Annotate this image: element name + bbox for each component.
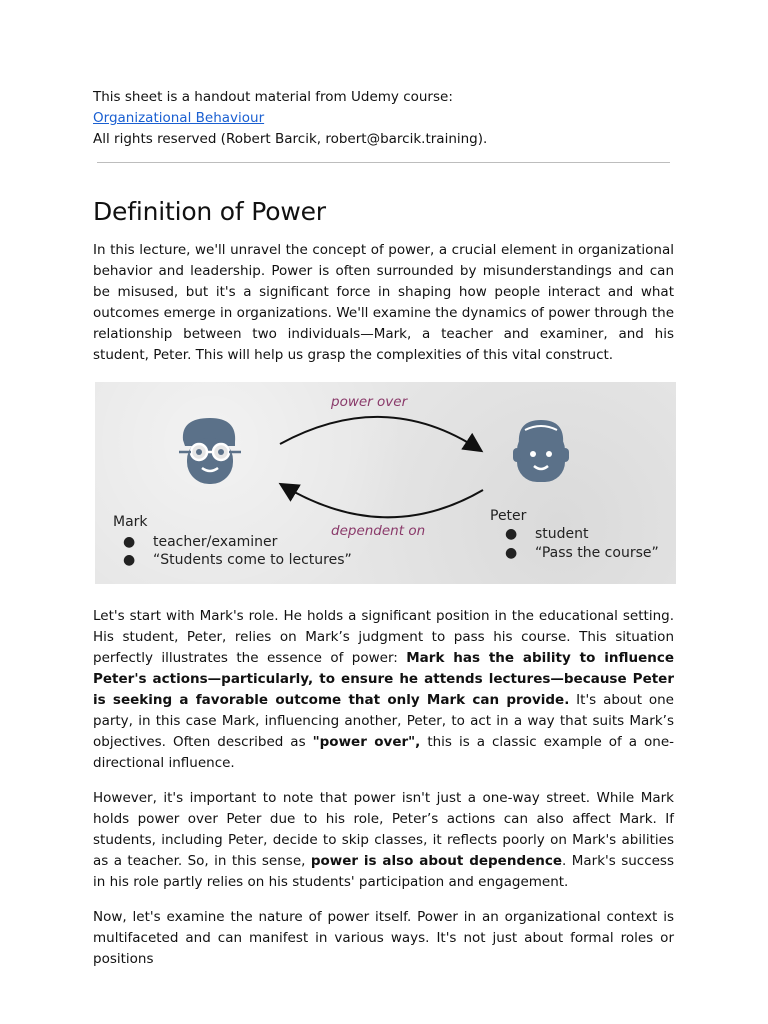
peter-bullet-item: ● “Pass the course” — [505, 545, 659, 561]
intro-paragraph: In this lecture, we'll unravel the concept of power, a crucial element in organizational behavior and leadership. Power is often surrounded by misunderstandings and can be misused, but it's a significant force in shaping how people interact and what outcomes emerge in organizations. We'll examine the dynamics of power through the relationship between two individuals—Mark, a teacher and examiner, and his student, Peter. This will help us grasp the complexities of this vital construct. — [93, 242, 674, 363]
header-divider — [97, 162, 670, 163]
rights-notice: All rights reserved (Robert Barcik, robert@barcik.training). — [93, 131, 488, 147]
page-title: Definition of Power — [93, 197, 326, 226]
mark-role-paragraph: Let's start with Mark's role. He holds a significant position in the educational setting. His student, Peter, relies on Mark’s judgment to pass his course. This situation perfectly illustrates the essence of power: Mark has the ability to influence Peter's actions—particularly, to ensure he attends lectures—because Peter is seeking a favorable outcome that only Mark can provide. It's about one party, in this case Mark, influencing another, Peter, to act in a way that suits Mark’s objectives. Often described as "power over", this is a classic example of a one-directional influence. — [93, 608, 674, 771]
bullet-icon: ● — [505, 545, 518, 561]
mark-bullet-item: ● “Students come to lectures” — [123, 552, 352, 568]
power-over-arrow — [280, 417, 480, 450]
document-page — [93, 87, 674, 970]
peter-bullet-item: ● student — [505, 526, 589, 542]
bullet-icon: ● — [123, 552, 136, 568]
peter-name-label: Peter — [490, 508, 527, 524]
bullet-icon: ● — [505, 526, 518, 542]
nature-of-power-paragraph: Now, let's examine the nature of power itself. Power in an organizational context is multifaceted and can manifest in various ways. It's not just about formal roles or positions — [93, 909, 674, 967]
power-diagram — [95, 382, 676, 584]
student-avatar-icon — [511, 416, 571, 488]
handout-notice: This sheet is a handout material from Udemy course: — [93, 89, 453, 105]
dependent-on-label: dependent on — [331, 523, 426, 539]
dependent-on-arrow — [282, 485, 483, 517]
course-link[interactable]: Organizational Behaviour — [93, 110, 265, 126]
teacher-avatar-icon — [175, 416, 245, 488]
power-over-label: power over — [331, 394, 408, 410]
mark-bullet-item: ● teacher/examiner — [123, 534, 278, 550]
bullet-icon: ● — [123, 534, 136, 550]
dependence-paragraph: However, it's important to note that power isn't just a one-way street. While Mark holds power over Peter due to his role, Peter’s actions can also affect Mark. If students, including Peter, decide to skip classes, it reflects poorly on Mark's abilities as a teacher. So, in this sense, power is also about dependence. Mark's success in his role partly relies on his students' participation and engagement. — [93, 790, 674, 890]
mark-name-label: Mark — [113, 514, 148, 530]
